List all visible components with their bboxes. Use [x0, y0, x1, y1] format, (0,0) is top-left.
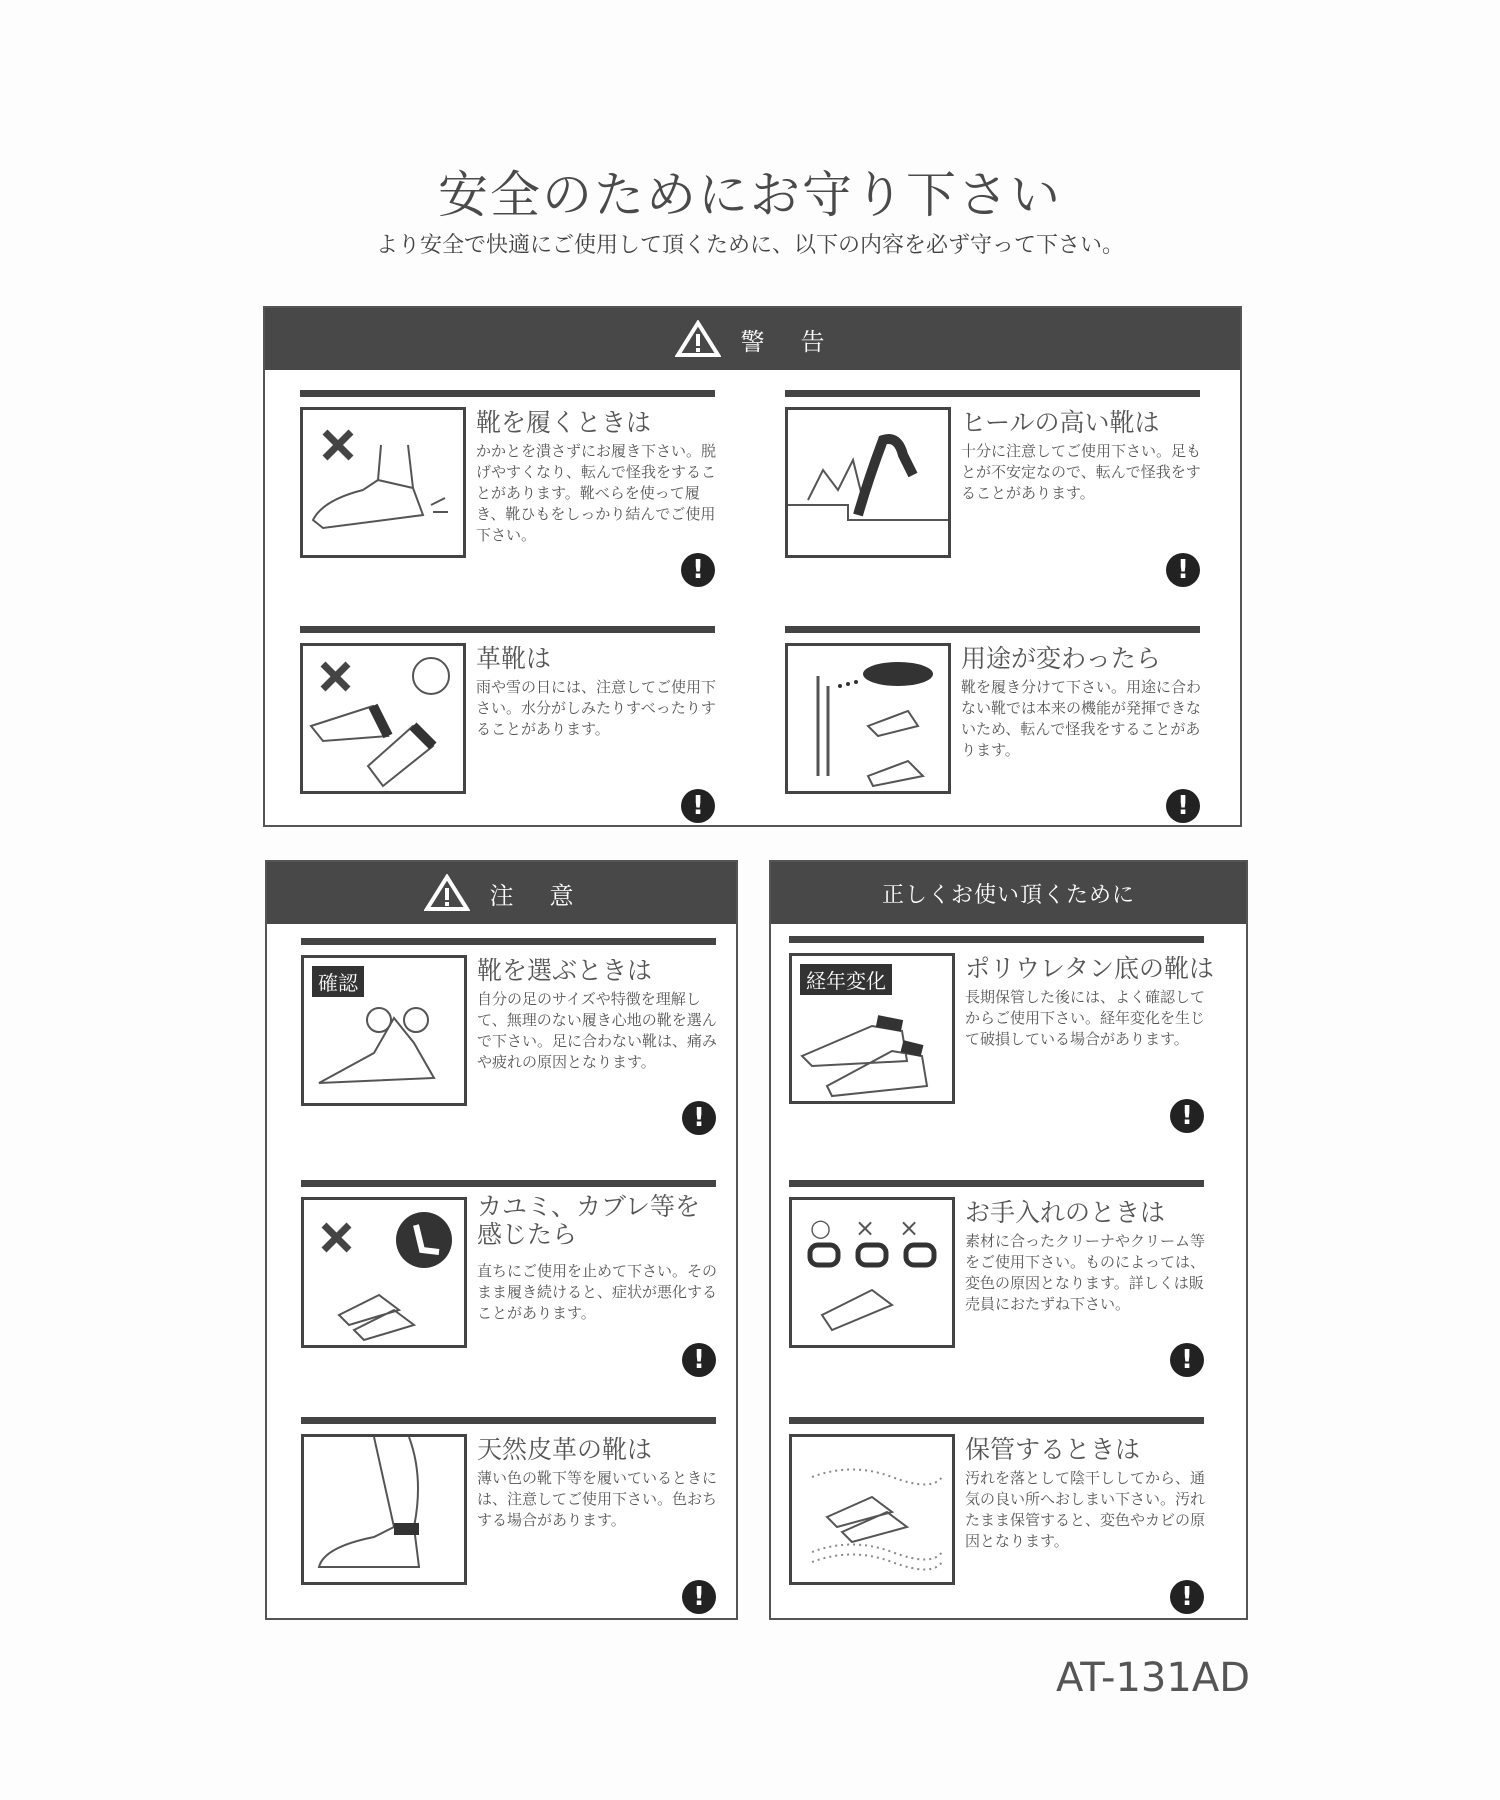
- exclamation-icon: !: [1170, 1343, 1204, 1377]
- warning-section: [263, 306, 1242, 827]
- item-title: 保管するときは: [965, 1435, 1141, 1464]
- pictogram-leg-shoe: [301, 1434, 467, 1585]
- caution-header: [267, 862, 736, 924]
- warning-item-leather-shoes: [300, 626, 715, 823]
- warning-header-label: 警 告: [740, 327, 831, 356]
- proper-item-storage: [789, 1417, 1204, 1614]
- warning-item-putting-on: [300, 390, 715, 587]
- item-title: 用途が変わったら: [961, 644, 1161, 673]
- warning-item-high-heels: [785, 390, 1200, 587]
- exclamation-icon: !: [682, 1101, 716, 1135]
- pictogram-storage-airflow: [789, 1434, 955, 1585]
- tag-label: 経年変化: [800, 964, 892, 995]
- item-title: 革靴は: [476, 644, 552, 673]
- pictogram-fitting: [301, 955, 467, 1106]
- item-body: 汚れを落として陰干ししてから、通気の良い所へおしまい下さい。汚れたまま保管すると、変色やカビの原因となります。: [965, 1469, 1206, 1550]
- pictogram-high-heel: [785, 407, 951, 558]
- exclamation-icon: !: [1166, 553, 1200, 587]
- proper-item-polyurethane: [789, 936, 1215, 1133]
- page-title: 安全のためにお守り下さい: [438, 166, 1062, 224]
- item-body: 薄い色の靴下等を履いているときには、注意してご使用下さい。色おちする場合があります。: [477, 1469, 718, 1529]
- pictogram-rain-shoes: [300, 643, 466, 794]
- exclamation-icon: !: [681, 553, 715, 587]
- caution-item-natural-leather: [301, 1417, 716, 1614]
- item-body: 長期保管した後には、よく確認してからご使用下さい。経年変化を生じて破損している場合があります。: [965, 988, 1206, 1048]
- item-body: 十分に注意してご使用下さい。足もとが不安定なので、転んで怪我をすることがあります。: [961, 442, 1202, 502]
- item-title: ヒールの高い靴は: [961, 408, 1160, 437]
- item-body: 靴を履き分けて下さい。用途に合わない靴では本来の機能が発揮できないため、転んで怪我をすることがあります。: [961, 678, 1202, 759]
- warning-item-usage: [785, 626, 1200, 823]
- item-title: 天然皮革の靴は: [477, 1435, 653, 1464]
- item-title: お手入れのときは: [965, 1198, 1166, 1227]
- pictogram-aging-shoes: [789, 953, 955, 1104]
- item-body: 雨や雪の日には、注意してご使用下さい。水分がしみたりすべったりすることがあります。: [476, 678, 717, 738]
- caution-section: [265, 860, 738, 1620]
- page-subtitle: より安全で快適にご使用して頂くために、以下の内容を必ず守って下さい。: [375, 233, 1124, 258]
- proper-use-header-label: 正しくお使い頂くために: [881, 882, 1135, 908]
- exclamation-icon: !: [682, 1580, 716, 1614]
- item-title: ポリウレタン底の靴は: [965, 954, 1215, 983]
- suitability-marks: ○ × ×: [810, 1214, 920, 1242]
- exclamation-icon: !: [1166, 789, 1200, 823]
- pictogram-shoe-types: [785, 643, 951, 794]
- proper-item-care: [789, 1180, 1204, 1377]
- exclamation-icon: !: [1170, 1099, 1204, 1133]
- item-title: 靴を履くときは: [476, 408, 652, 437]
- proper-use-header: [771, 862, 1246, 924]
- item-body: 直ちにご使用を止めて下さい。そのまま履き続けると、症状が悪化することがあります。: [477, 1262, 718, 1322]
- pictogram-irritation: [301, 1197, 467, 1348]
- exclamation-icon: !: [1170, 1580, 1204, 1614]
- item-body: かかとを潰さずにお履き下さい。脱げやすくなり、転んで怪我をすることがあります。靴べらを使って履き、靴ひもをしっかり結んでご使用下さい。: [476, 442, 717, 544]
- exclamation-icon: !: [682, 1343, 716, 1377]
- tag-label: 確認: [312, 966, 364, 997]
- caution-item-irritation: [301, 1180, 716, 1377]
- pictogram-heel-crush: [300, 407, 466, 558]
- item-title: カユミ、カブレ等を感じたら: [477, 1192, 701, 1249]
- item-body: 自分の足のサイズや特徴を理解して、無理のない履き心地の靴を選んで下さい。足に合わない靴は、痛みや疲れの原因となります。: [477, 990, 718, 1071]
- exclamation-icon: !: [681, 789, 715, 823]
- model-number: AT-131AD: [1056, 1655, 1250, 1701]
- warning-triangle-icon: [424, 874, 470, 912]
- caution-header-label: 注 意: [489, 881, 580, 910]
- warning-header: [265, 308, 1240, 370]
- item-title: 靴を選ぶときは: [477, 956, 653, 985]
- item-body: 素材に合ったクリーナやクリーム等をご使用下さい。ものによっては、変色の原因となります。詳しくは販売員におたずね下さい。: [965, 1232, 1206, 1313]
- warning-triangle-icon: [675, 320, 721, 358]
- pictogram-cleaner: [789, 1197, 955, 1348]
- caution-item-choosing: [301, 938, 716, 1135]
- proper-use-section: [769, 860, 1248, 1620]
